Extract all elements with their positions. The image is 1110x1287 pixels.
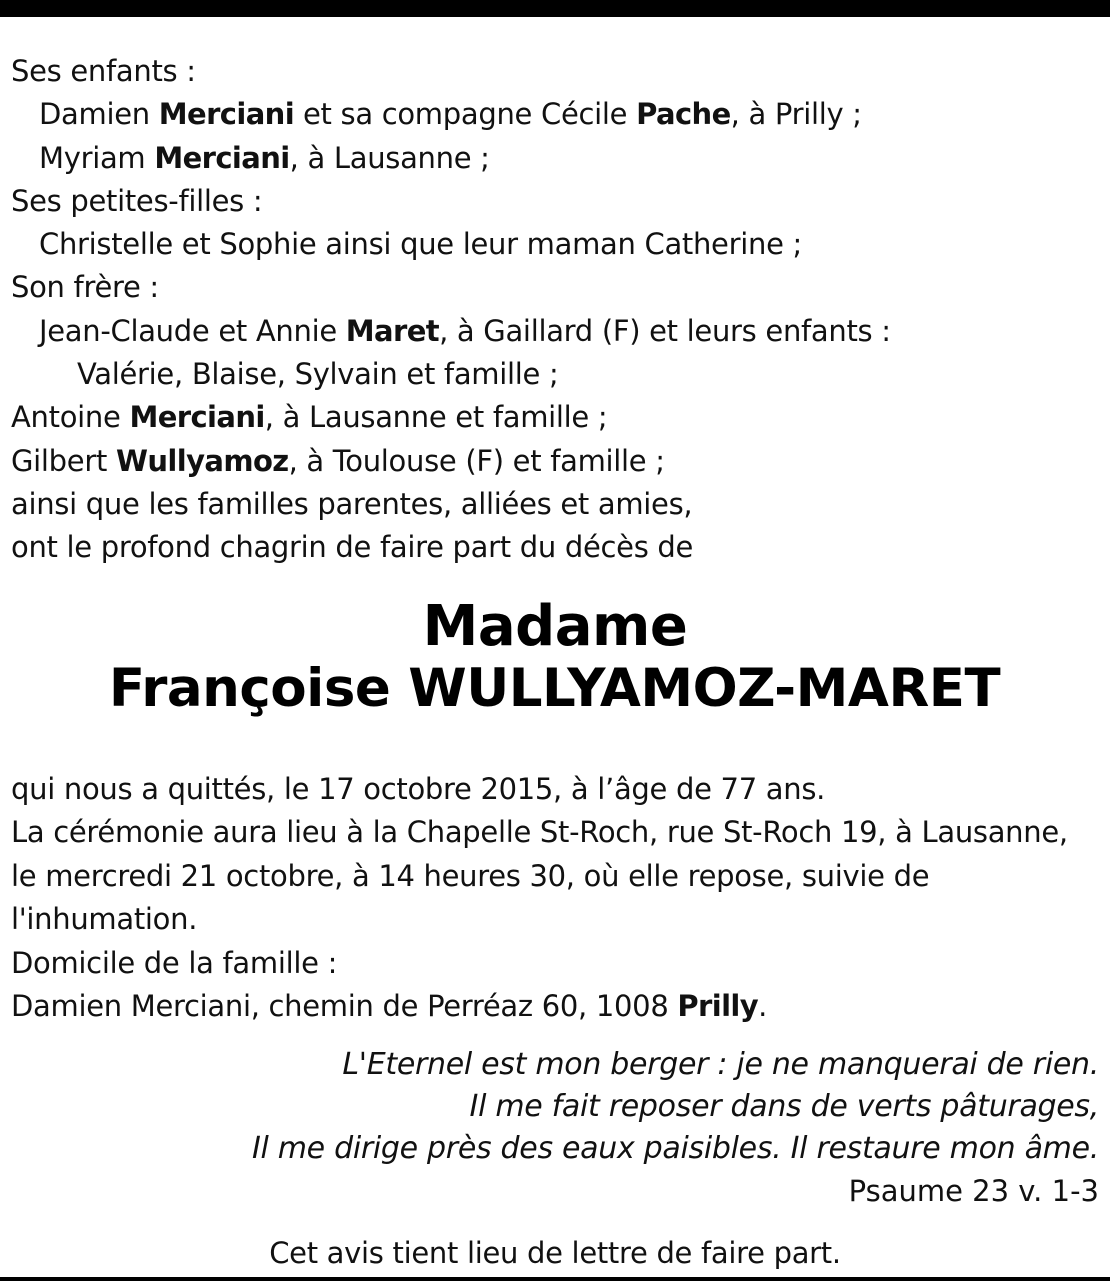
announcement-line: ont le profond chagrin de faire part du décès de (11, 530, 694, 565)
ceremony-line-1: La cérémonie aura lieu à la Chapelle St-Roch, rue St-Roch 19, à Lausanne, (11, 815, 1068, 850)
family-list (11, 50, 1101, 570)
grandchildren-heading: Ses petites-filles : (11, 183, 263, 218)
grandchildren-line: Christelle et Sophie ainsi que leur maman Catherine ; (39, 227, 802, 262)
brother-children-line: Valérie, Blaise, Sylvain et famille ; (77, 357, 559, 392)
surname: Merciani (129, 400, 265, 435)
address-line: Damien Merciani, chemin de Perréaz 60, 1008 Prilly. (11, 988, 767, 1023)
details-section (11, 768, 1101, 1028)
psalm-line-3: Il me dirige près des eaux paisibles. Il restaure mon âme. (251, 1131, 1099, 1166)
closing-note: Cet avis tient lieu de lettre de faire part. (269, 1236, 841, 1270)
children-heading: Ses enfants : (11, 54, 196, 88)
deceased-name-block (0, 596, 1110, 720)
death-line: qui nous a quittés, le 17 octobre 2015, à l’âge de 77 ans. (11, 772, 826, 806)
relatives-line: ainsi que les familles parentes, alliées et amies, (11, 486, 693, 521)
surname: Wullyamoz (115, 443, 289, 478)
gilbert-line: Gilbert Wullyamoz, à Toulouse (F) et famille ; (11, 443, 665, 478)
surname: Maret (345, 313, 440, 348)
surname: Merciani (154, 140, 290, 175)
child-damien: Damien Merciani et sa compagne Cécile Pache, à Prilly ; (39, 97, 862, 132)
surname: Merciani (158, 97, 295, 132)
antoine-line: Antoine Merciani, à Lausanne et famille ; (11, 400, 608, 435)
top-rule (0, 0, 1110, 17)
deceased-title: Madame (422, 594, 688, 659)
psalm-line-1: L'Eternel est mon berger : je ne manquerai de rien. (342, 1047, 1099, 1082)
surname: Pache (636, 97, 731, 132)
brother-heading: Son frère : (11, 270, 159, 305)
address-city: Prilly (677, 988, 759, 1023)
child-myriam: Myriam Merciani, à Lausanne ; (39, 140, 490, 175)
ceremony-line-2: le mercredi 21 octobre, à 14 heures 30, où elle repose, suivie de (11, 858, 930, 893)
ceremony-line-3: l'inhumation. (11, 902, 198, 937)
deceased-full-name: Françoise WULLYAMOZ-MARET (108, 658, 1001, 719)
psalm-line-2: Il me fait reposer dans de verts pâturages, (469, 1089, 1099, 1124)
domicile-heading: Domicile de la famille : (11, 945, 338, 980)
bottom-rule (0, 1277, 1110, 1281)
psalm-quote (9, 1044, 1099, 1212)
brother-line: Jean-Claude et Annie Maret, à Gaillard (F) et leurs enfants : (39, 313, 891, 348)
psalm-reference: Psaume 23 v. 1-3 (848, 1174, 1099, 1208)
